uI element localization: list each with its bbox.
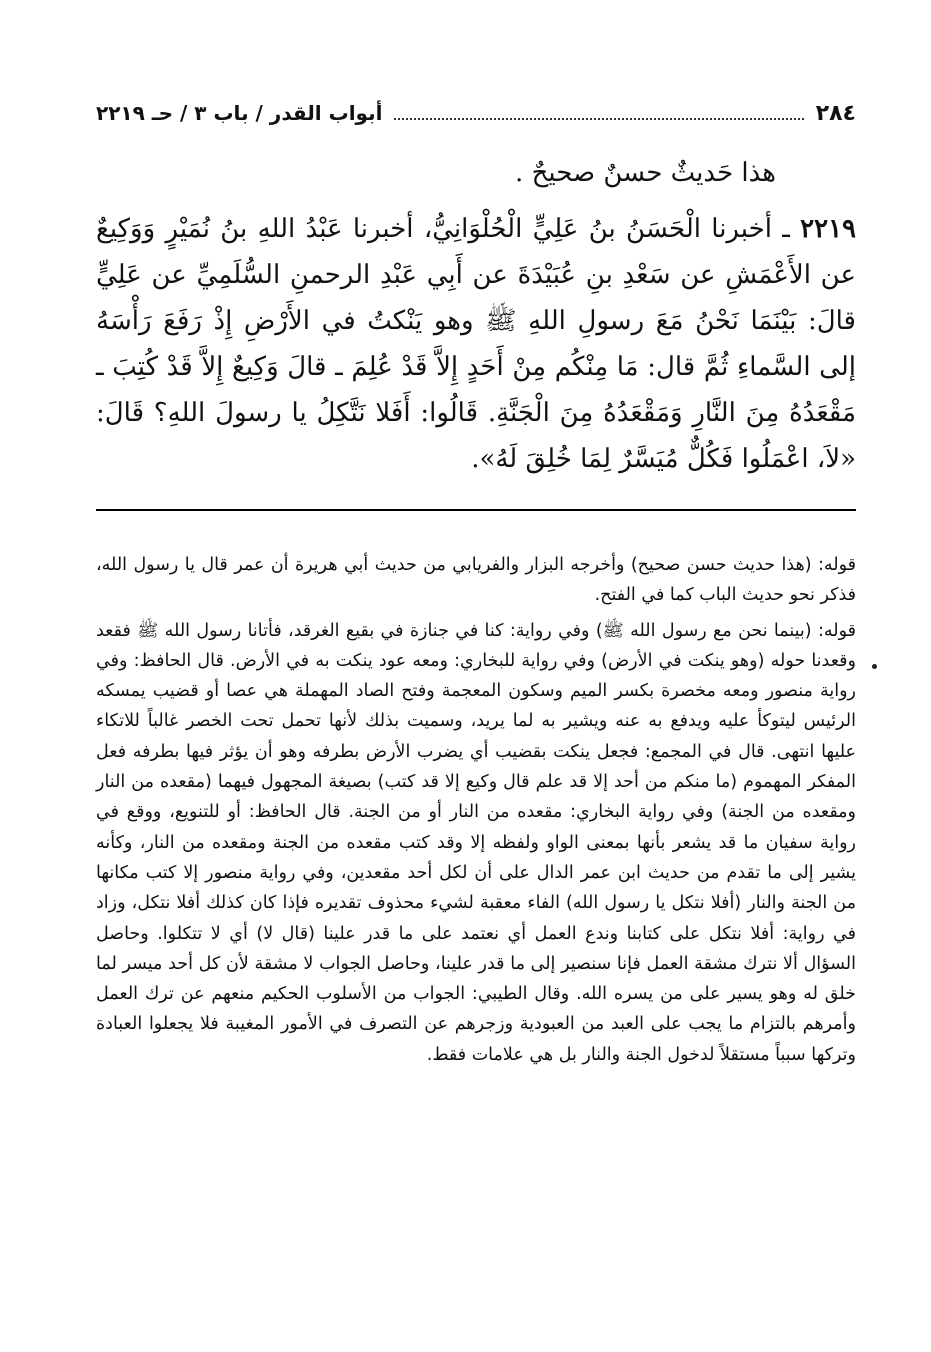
- header-chapter-title: أبواب القدر / باب ٣ / حـ ٢٢١٩: [96, 101, 383, 125]
- main-text: [96, 150, 856, 482]
- header-dotted-leader: [394, 118, 803, 120]
- page-number: ٢٨٤: [815, 100, 856, 126]
- hadith-paragraph: [96, 206, 856, 482]
- hadith-number: ٢٢١٩: [800, 214, 857, 244]
- footnote-divider: [96, 509, 856, 511]
- margin-mark: [872, 664, 877, 669]
- hadith-grade: هذا حَديثٌ حسنٌ صحيحٌ .: [515, 158, 776, 188]
- commentary-paragraph: قوله: (بينما نحن مع رسول الله ﷺ) وفي رواية: كنا في جنازة في بقيع الغرقد، فأتانا رسول الله ﷺ فقعد وقعدنا حوله (وهو ينكت في الأرض) وفي رواية للبخاري: ومعه عود ينكت به في الأرض. قال الحافظ: وفي رواية منصور ومعه مخصرة بكسر الميم وسكون المعجمة وفتح الصاد المهملة هي عصا أو قضيب يمسكه الرئيس ليتوكأ عليه ويدفع به عنه ويشير به لما يريد، وسميت بذلك لأنها تحمل تحت الخصر غالباً للاتكاء عليها انتهى. قال في المجمع: فجعل ينكت بقضيب أي يضرب الأرض بطرفه وهو أن يؤثر فيها بطرفه فعل المفكر المهموم (ما منكم من أحد إلا قد علم قال وكيع إلا قد كتب) بصيغة المجهول فيهما (مقعده من النار ومقعده من الجنة) وفي رواية البخاري: مقعده من النار أو من الجنة. قال الحافظ: أو للتنويع، ووقع في رواية سفيان ما قد يشعر بأنها بمعنى الواو ولفظه إلا وقد كتب مقعده من الجنة ومقعده من النار، وكأنه يشير إلى ما تقدم من حديث ابن عمر الدال على أن لكل أحد مقعدين، وفي رواية منصور إلا كتب مكانها من الجنة والنار (أفلا نتكل يا رسول الله) الفاء معقبة لشيء محذوف تقديره فإذا كان كذلك أفلا نتكل، وزاد في رواية: أفلا نتكل على كتابنا وندع العمل أي نعتمد على ما قدر علينا (قال لا) أي لا تتكلوا. وحاصل السؤال ألا نترك مشقة العمل فإنا سنصير إلى ما قدر علينا، وحاصل الجواب لا مشقة لأن كل أحد ميسر لما خلق له وهو يسير على من يسره الله. وقال الطيبي: الجواب من الأسلوب الحكيم منعهم عن ترك العمل وأمرهم بالتزام ما يجب على العبد من العبودية وزجرهم عن التصرف في الأمور المغيبة فلا يجعلوا العبادة وتركها سبباً مستقلاً لدخول الجنة والنار بل هي علامات فقط.: [96, 620, 856, 1065]
- commentary-paragraph: قوله: (هذا حديث حسن صحيح) وأخرجه البزار والفريابي من حديث أبي هريرة أن عمر قال يا رسول الله، فذكر نحو حديث الباب كما في الفتح.: [96, 555, 856, 606]
- running-header: [96, 96, 856, 130]
- hadith-text: ـ أخبرنا الْحَسَنُ بنُ عَلِيٍّ الْحُلْوَانِيُّ، أخبرنا عَبْدُ اللهِ بنُ نُمَيْرٍ وَوَكِيعٌ عن الأَعْمَشِ عن سَعْدِ بنِ عُبَيْدَةَ عن أَبِي عَبْدِ الرحمنِ السُّلَمِيِّ عن عَلِيٍّ قالَ: بَيْنَمَا نَحْنُ مَعَ رسولِ اللهِ ﷺ وهو يَنْكتُ في الأَرْضِ إِذْ رَفَعَ رَأْسَهُ إلى السَّماءِ ثُمَّ قال: مَا مِنْكُم مِنْ أَحَدٍ إِلاَّ قَدْ عُلِمَ ـ قالَ وَكِيعٌ إِلاَّ قَدْ كُتِبَ ـ مَقْعَدُهُ مِنَ النَّارِ وَمَقْعَدُهُ مِنَ الْجَنَّةِ. قَالُوا: أَفَلا نَتَّكِلُ يا رسولَ اللهِ؟ قَالَ: «لاَ، اعْمَلُوا فَكُلٌّ مُيَسَّرٌ لِمَا خُلِقَ لَهُ».: [96, 214, 856, 474]
- commentary: [96, 550, 856, 1075]
